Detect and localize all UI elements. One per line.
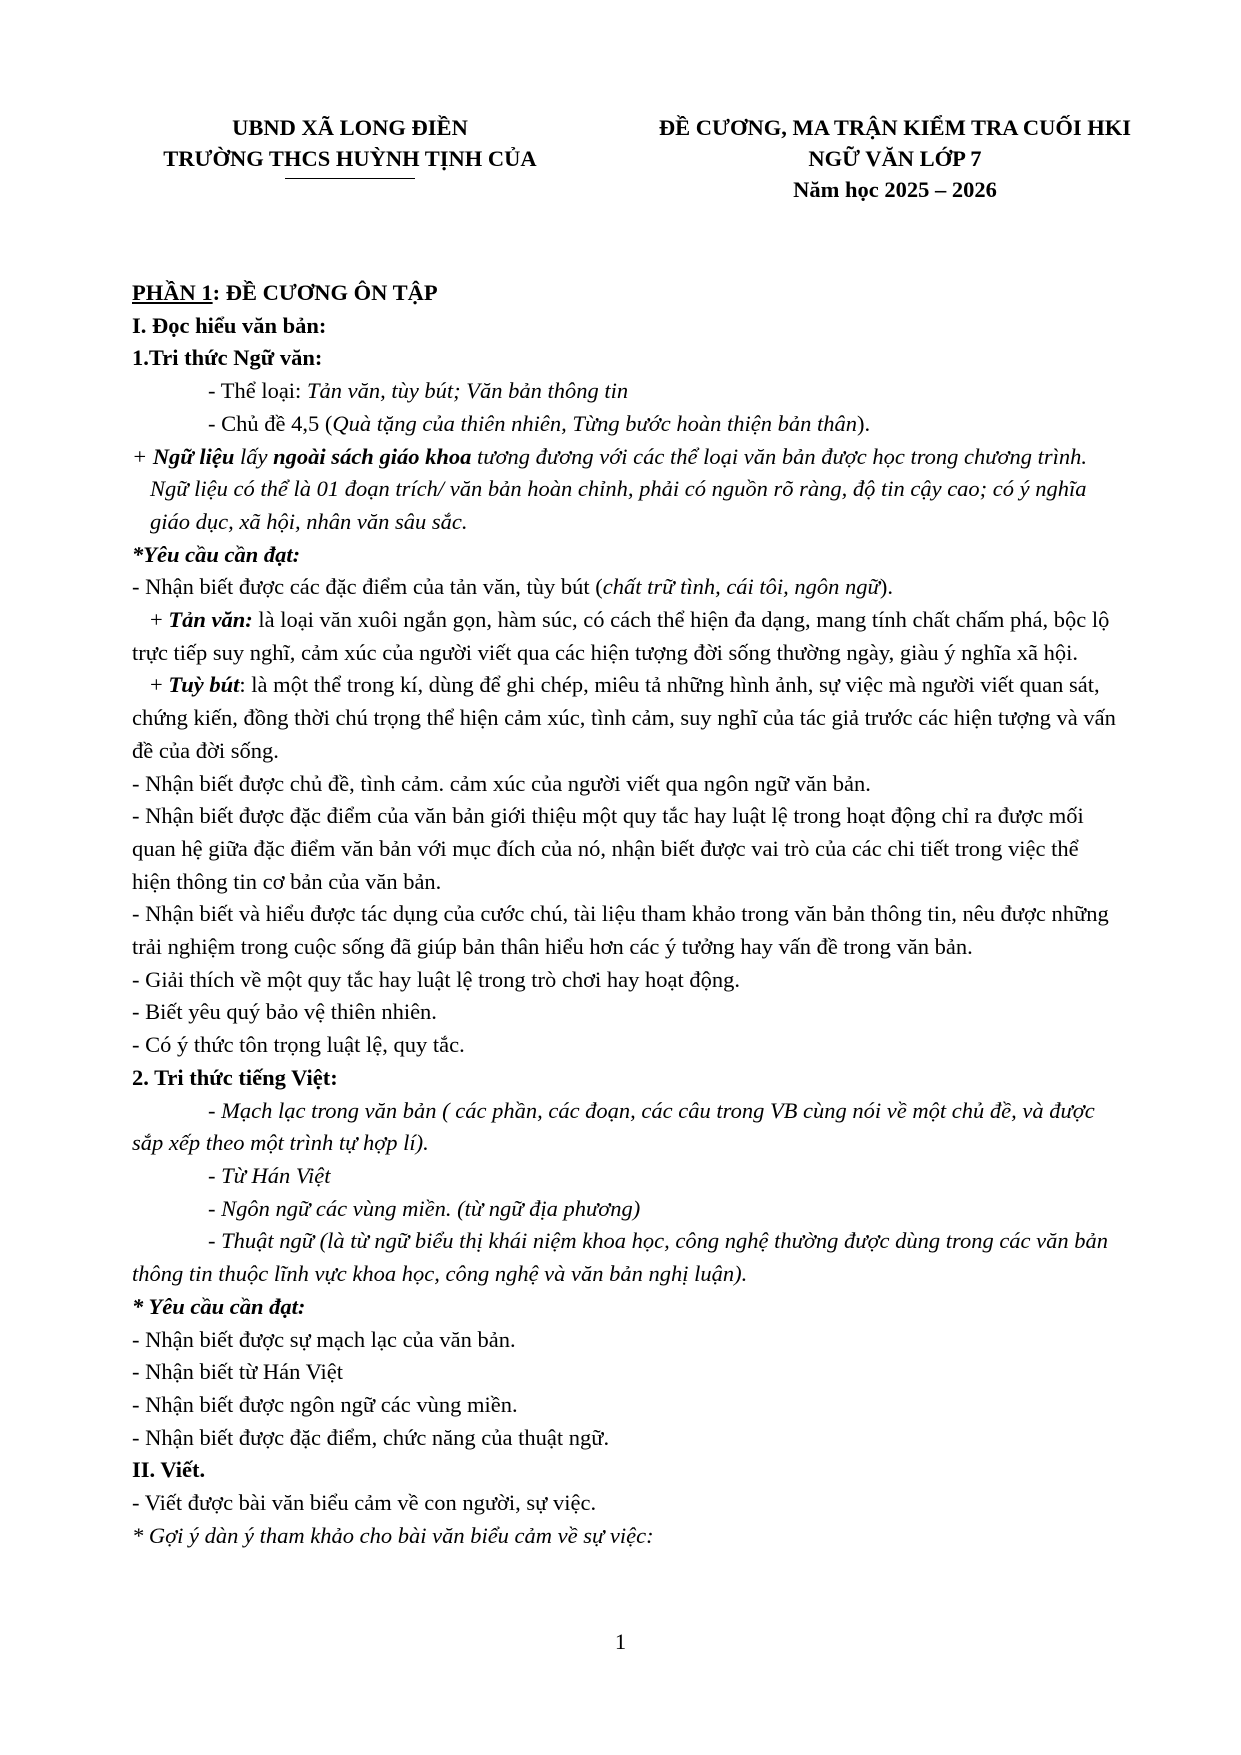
subsection-heading-vietnamese: 2. Tri thức tiếng Việt: xyxy=(132,1064,338,1090)
commune-name: UBND XÃ LONG ĐIỀN xyxy=(232,115,468,140)
requirements-heading: *Yêu cầu cần đạt: xyxy=(132,541,301,567)
tan-van-definition: + Tản văn: là loại văn xuôi ngắn gọn, hàm súc, có cách thể hiện đa dạng, mang tính chất chấm phá, bộc lộ trực tiếp suy nghĩ, cảm xúc của người viết qua các hiện tượng đời sống thường ngày, giàu ý nghĩa xã hội. xyxy=(132,607,1110,665)
page-number: 1 xyxy=(614,1629,627,1654)
vietnamese-item: - Thuật ngữ (là từ ngữ biểu thị khái niệm khoa học, công nghệ thường được dùng trong các văn bản thông tin thuộc lĩnh vực khoa học, công nghệ và văn bản nghị luận). xyxy=(132,1228,1109,1287)
header-underline xyxy=(285,178,415,179)
writing-item: - Viết được bài văn biểu cảm về con người, sự việc. xyxy=(132,1490,597,1516)
part-heading: PHẦN 1: ĐỀ CƯƠNG ÔN TẬP xyxy=(132,280,438,305)
school-year: Năm học 2025 – 2026 xyxy=(793,177,997,202)
requirement-item: - Nhận biết từ Hán Việt xyxy=(132,1359,344,1385)
requirement-item: - Có ý thức tôn trọng luật lệ, quy tắc. xyxy=(132,1032,465,1058)
topic-line: - Chủ đề 4,5 (Quà tặng của thiên nhiên, Từng bước hoàn thiện bản thân). xyxy=(208,410,871,436)
requirement-item: - Nhận biết được các đặc điểm của tản văn, tùy bút (chất trữ tình, cái tôi, ngôn ngữ). xyxy=(132,574,893,600)
document-title: ĐỀ CƯƠNG, MA TRẬN KIỂM TRA CUỐI HKI xyxy=(658,115,1132,140)
subsection-heading-literature: 1.Tri thức Ngữ văn: xyxy=(132,345,323,371)
requirement-item: - Nhận biết được sự mạch lạc của văn bản. xyxy=(132,1326,516,1352)
requirement-item: - Nhận biết được đặc điểm, chức năng của thuật ngữ. xyxy=(132,1424,610,1450)
section-heading-writing: II. Viết. xyxy=(132,1457,206,1483)
tuy-but-definition: + Tuỳ bút: là một thể trong kí, dùng để ghi chép, miêu tả những hình ảnh, sự việc mà người viết quan sát, chứng kiến, đồng thời chú trọng thể hiện cảm xúc, tình cảm, suy nghĩ của tác giả trước các hiện tượng và vấn đề của đời sống. xyxy=(132,672,1116,763)
requirement-item: - Biết yêu quý bảo vệ thiên nhiên. xyxy=(132,999,437,1025)
header-right xyxy=(615,112,1175,205)
document-body xyxy=(132,277,1122,1552)
requirement-item: - Giải thích về một quy tắc hay luật lệ trong trò chơi hay hoạt động. xyxy=(132,966,740,992)
requirement-item: - Nhận biết được chủ đề, tình cảm. cảm xúc của người viết qua ngôn ngữ văn bản. xyxy=(132,770,871,796)
writing-outline-note: * Gợi ý dàn ý tham khảo cho bài văn biểu cảm về sự việc: xyxy=(132,1522,654,1548)
requirement-item: - Nhận biết được ngôn ngữ các vùng miền. xyxy=(132,1391,518,1417)
vietnamese-item: - Ngôn ngữ các vùng miền. (từ ngữ địa phương) xyxy=(208,1195,641,1221)
section-heading-reading: I. Đọc hiểu văn bản: xyxy=(132,312,327,338)
subject-title: NGỮ VĂN LỚP 7 xyxy=(808,146,982,171)
vietnamese-item: - Từ Hán Việt xyxy=(208,1162,331,1188)
requirements-heading: * Yêu cầu cần đạt: xyxy=(132,1293,306,1319)
vietnamese-item: - Mạch lạc trong văn bản ( các phần, các đoạn, các câu trong VB cùng nói về một chủ đề, và được sắp xếp theo một trình tự hợp lí). xyxy=(132,1097,1095,1156)
genre-line: - Thể loại: Tản văn, tùy bút; Văn bản thông tin xyxy=(208,378,629,404)
material-paragraph: + Ngữ liệu lấy ngoài sách giáo khoa tương đương với các thể loại văn bản được học trong chương trình. Ngữ liệu có thể là 01 đoạn trích/ văn bản hoàn chỉnh, phải có nguồn rõ ràng, độ tin cậy cao; có ý nghĩa giáo dục, xã hội, nhân văn sâu sắc. xyxy=(132,443,1088,534)
requirement-item: - Nhận biết được đặc điểm của văn bản giới thiệu một quy tắc hay luật lệ trong hoạt động chỉ ra được mối quan hệ giữa đặc điểm văn bản với mục đích của nó, nhận biết được vai trò của các chi tiết trong việc thể hiện thông tin cơ bản của văn bản. xyxy=(132,803,1084,894)
requirement-item: - Nhận biết và hiểu được tác dụng của cước chú, tài liệu tham khảo trong văn bản thông tin, nêu được những trải nghiệm trong cuộc sống đã giúp bản thân hiểu hơn các ý tưởng hay vấn đề trong văn bản. xyxy=(132,901,1109,960)
header-left xyxy=(135,112,565,179)
school-name: TRƯỜNG THCS HUỲNH TỊNH CỦA xyxy=(163,146,537,171)
